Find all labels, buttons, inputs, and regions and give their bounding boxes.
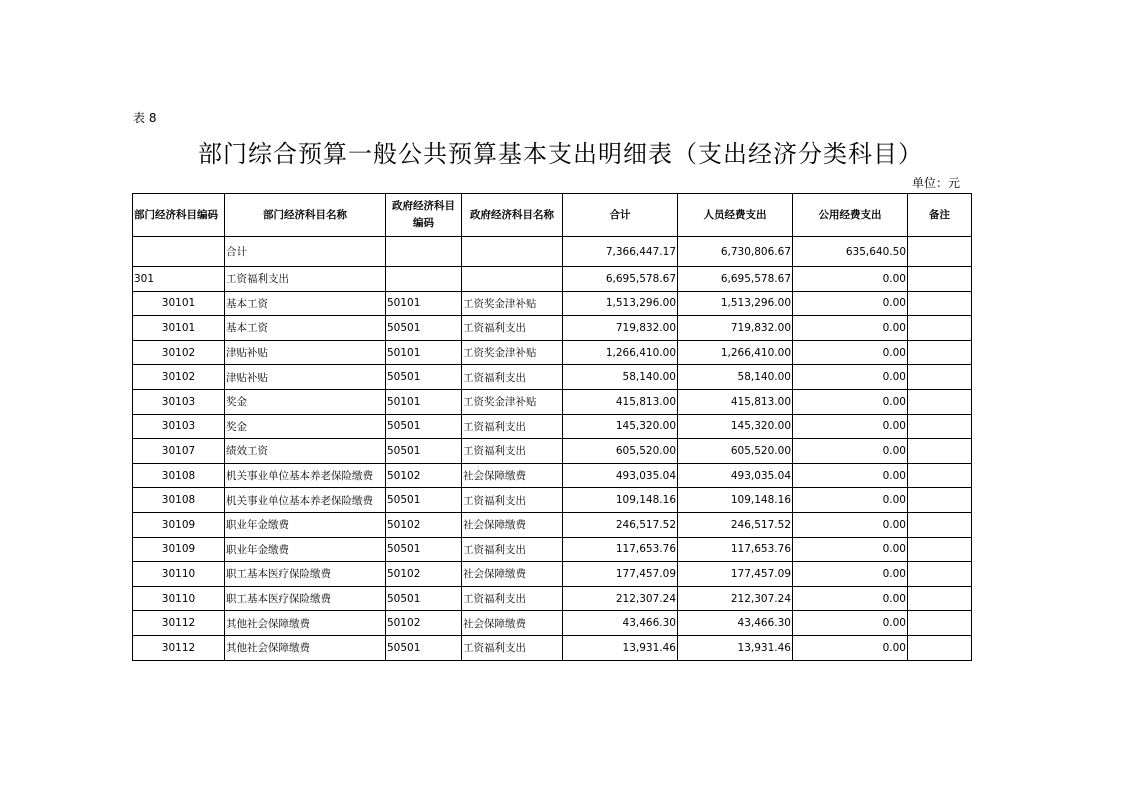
cell-dept-code: 30112 [133, 635, 225, 660]
cell-personnel: 58,140.00 [678, 365, 793, 390]
cell-personnel: 13,931.46 [678, 635, 793, 660]
cell-dept-name: 津贴补贴 [225, 340, 386, 365]
cell-public: 0.00 [793, 340, 908, 365]
table-row [133, 586, 972, 611]
cell-gov-code: 50501 [386, 537, 462, 562]
unit-label: 单位：元 [911, 176, 960, 190]
table-row-total [133, 237, 972, 267]
cell-total: 43,466.30 [563, 611, 678, 636]
cell-public: 0.00 [793, 488, 908, 513]
cell-remark [908, 562, 972, 587]
cell-public: 0.00 [793, 389, 908, 414]
cell-gov-name: 工资福利支出 [462, 414, 563, 439]
table-row [133, 414, 972, 439]
cell-public: 0.00 [793, 537, 908, 562]
cell-personnel: 117,653.76 [678, 537, 793, 562]
header-gov-name: 政府经济科目名称 [462, 194, 563, 237]
cell-total: 1,266,410.00 [563, 340, 678, 365]
cell-gov-code [386, 267, 462, 292]
cell-dept-code: 30110 [133, 562, 225, 587]
cell-public: 0.00 [793, 586, 908, 611]
cell-public: 0.00 [793, 365, 908, 390]
table-row [133, 365, 972, 390]
cell-dept-code: 30102 [133, 365, 225, 390]
cell-dept-code: 30103 [133, 389, 225, 414]
table-row [133, 463, 972, 488]
cell-personnel: 109,148.16 [678, 488, 793, 513]
table-row [133, 488, 972, 513]
cell-total: 109,148.16 [563, 488, 678, 513]
cell-total: 6,695,578.67 [563, 267, 678, 292]
cell-remark [908, 537, 972, 562]
header-personnel: 人员经费支出 [678, 194, 793, 237]
cell-remark [908, 316, 972, 341]
cell-gov-code: 50501 [386, 414, 462, 439]
cell-personnel: 43,466.30 [678, 611, 793, 636]
table-number-label: 表 8 [133, 111, 157, 125]
table-header [133, 194, 972, 237]
table-row [133, 267, 972, 292]
cell-total: 1,513,296.00 [563, 291, 678, 316]
cell-personnel: 493,035.04 [678, 463, 793, 488]
cell-gov-code: 50501 [386, 586, 462, 611]
cell-dept-code: 30107 [133, 439, 225, 464]
header-dept-name: 部门经济科目名称 [225, 194, 386, 237]
cell-total: 719,832.00 [563, 316, 678, 341]
cell-gov-code: 50501 [386, 439, 462, 464]
cell-public: 0.00 [793, 463, 908, 488]
header-remark: 备注 [908, 194, 972, 237]
cell-gov-name: 工资福利支出 [462, 537, 563, 562]
cell-dept-code: 30101 [133, 291, 225, 316]
cell-dept-code: 30109 [133, 537, 225, 562]
cell-dept-name: 合计 [225, 237, 386, 267]
cell-total: 415,813.00 [563, 389, 678, 414]
table-row [133, 291, 972, 316]
cell-gov-code: 50501 [386, 316, 462, 341]
cell-gov-code: 50101 [386, 389, 462, 414]
table-row [133, 340, 972, 365]
cell-remark [908, 365, 972, 390]
cell-remark [908, 389, 972, 414]
cell-gov-name: 社会保障缴费 [462, 512, 563, 537]
cell-dept-name: 绩效工资 [225, 439, 386, 464]
cell-public: 0.00 [793, 291, 908, 316]
header-public: 公用经费支出 [793, 194, 908, 237]
cell-remark [908, 267, 972, 292]
table-body [133, 237, 972, 661]
cell-gov-name: 工资奖金津补贴 [462, 291, 563, 316]
cell-dept-code: 30108 [133, 488, 225, 513]
cell-gov-name [462, 237, 563, 267]
cell-total: 605,520.00 [563, 439, 678, 464]
cell-gov-code: 50101 [386, 291, 462, 316]
cell-gov-name: 社会保障缴费 [462, 463, 563, 488]
cell-remark [908, 488, 972, 513]
cell-public: 0.00 [793, 439, 908, 464]
cell-public: 635,640.50 [793, 237, 908, 267]
cell-remark [908, 635, 972, 660]
cell-total: 246,517.52 [563, 512, 678, 537]
cell-personnel: 1,266,410.00 [678, 340, 793, 365]
cell-dept-code: 301 [133, 267, 225, 292]
header-dept-code: 部门经济科目编码 [133, 194, 225, 237]
cell-dept-code: 30102 [133, 340, 225, 365]
cell-personnel: 415,813.00 [678, 389, 793, 414]
cell-dept-name: 津贴补贴 [225, 365, 386, 390]
cell-gov-code: 50501 [386, 365, 462, 390]
cell-remark [908, 237, 972, 267]
cell-personnel: 6,730,806.67 [678, 237, 793, 267]
cell-dept-name: 机关事业单位基本养老保险缴费 [225, 463, 386, 488]
cell-gov-name: 社会保障缴费 [462, 562, 563, 587]
cell-total: 58,140.00 [563, 365, 678, 390]
cell-personnel: 719,832.00 [678, 316, 793, 341]
cell-gov-code: 50102 [386, 562, 462, 587]
cell-public: 0.00 [793, 611, 908, 636]
table-row [133, 439, 972, 464]
table-row [133, 562, 972, 587]
cell-total: 145,320.00 [563, 414, 678, 439]
cell-gov-code: 50501 [386, 635, 462, 660]
table-row [133, 635, 972, 660]
cell-personnel: 212,307.24 [678, 586, 793, 611]
cell-total: 7,366,447.17 [563, 237, 678, 267]
cell-dept-name: 其他社会保障缴费 [225, 611, 386, 636]
cell-gov-name: 工资奖金津补贴 [462, 389, 563, 414]
cell-remark [908, 463, 972, 488]
cell-dept-name: 基本工资 [225, 291, 386, 316]
cell-gov-name [462, 267, 563, 292]
cell-remark [908, 512, 972, 537]
cell-total: 117,653.76 [563, 537, 678, 562]
cell-gov-code: 50102 [386, 512, 462, 537]
cell-dept-code: 30108 [133, 463, 225, 488]
cell-dept-name: 奖金 [225, 414, 386, 439]
header-row [133, 194, 972, 237]
cell-public: 0.00 [793, 635, 908, 660]
cell-personnel: 177,457.09 [678, 562, 793, 587]
cell-dept-code [133, 237, 225, 267]
header-total: 合计 [563, 194, 678, 237]
page-title: 部门综合预算一般公共预算基本支出明细表（支出经济分类科目） [198, 140, 923, 168]
cell-personnel: 246,517.52 [678, 512, 793, 537]
cell-gov-code: 50101 [386, 340, 462, 365]
cell-gov-code: 50102 [386, 611, 462, 636]
table-row [133, 537, 972, 562]
cell-remark [908, 586, 972, 611]
cell-dept-name: 工资福利支出 [225, 267, 386, 292]
cell-dept-name: 职工基本医疗保险缴费 [225, 586, 386, 611]
cell-public: 0.00 [793, 267, 908, 292]
cell-dept-name: 基本工资 [225, 316, 386, 341]
cell-gov-name: 工资福利支出 [462, 316, 563, 341]
cell-remark [908, 439, 972, 464]
table-row [133, 512, 972, 537]
table-row [133, 389, 972, 414]
cell-gov-name: 工资奖金津补贴 [462, 340, 563, 365]
cell-dept-code: 30112 [133, 611, 225, 636]
cell-dept-code: 30109 [133, 512, 225, 537]
cell-public: 0.00 [793, 512, 908, 537]
cell-gov-name: 工资福利支出 [462, 439, 563, 464]
cell-dept-name: 奖金 [225, 389, 386, 414]
cell-gov-code: 50102 [386, 463, 462, 488]
cell-total: 177,457.09 [563, 562, 678, 587]
cell-dept-name: 机关事业单位基本养老保险缴费 [225, 488, 386, 513]
cell-dept-name: 职业年金缴费 [225, 537, 386, 562]
cell-remark [908, 611, 972, 636]
table-row [133, 316, 972, 341]
cell-personnel: 6,695,578.67 [678, 267, 793, 292]
cell-remark [908, 340, 972, 365]
cell-dept-name: 职业年金缴费 [225, 512, 386, 537]
cell-public: 0.00 [793, 414, 908, 439]
cell-gov-code [386, 237, 462, 267]
cell-remark [908, 291, 972, 316]
cell-dept-code: 30110 [133, 586, 225, 611]
cell-total: 493,035.04 [563, 463, 678, 488]
cell-personnel: 145,320.00 [678, 414, 793, 439]
cell-total: 13,931.46 [563, 635, 678, 660]
cell-remark [908, 414, 972, 439]
cell-gov-name: 工资福利支出 [462, 635, 563, 660]
cell-gov-name: 社会保障缴费 [462, 611, 563, 636]
cell-personnel: 1,513,296.00 [678, 291, 793, 316]
table-row [133, 611, 972, 636]
cell-public: 0.00 [793, 562, 908, 587]
header-gov-code: 政府经济科目编码 [386, 194, 462, 237]
cell-gov-name: 工资福利支出 [462, 488, 563, 513]
budget-table [132, 193, 972, 661]
cell-total: 212,307.24 [563, 586, 678, 611]
cell-personnel: 605,520.00 [678, 439, 793, 464]
cell-gov-name: 工资福利支出 [462, 365, 563, 390]
cell-dept-code: 30101 [133, 316, 225, 341]
cell-dept-name: 职工基本医疗保险缴费 [225, 562, 386, 587]
cell-dept-name: 其他社会保障缴费 [225, 635, 386, 660]
cell-gov-name: 工资福利支出 [462, 586, 563, 611]
cell-dept-code: 30103 [133, 414, 225, 439]
cell-gov-code: 50501 [386, 488, 462, 513]
cell-public: 0.00 [793, 316, 908, 341]
